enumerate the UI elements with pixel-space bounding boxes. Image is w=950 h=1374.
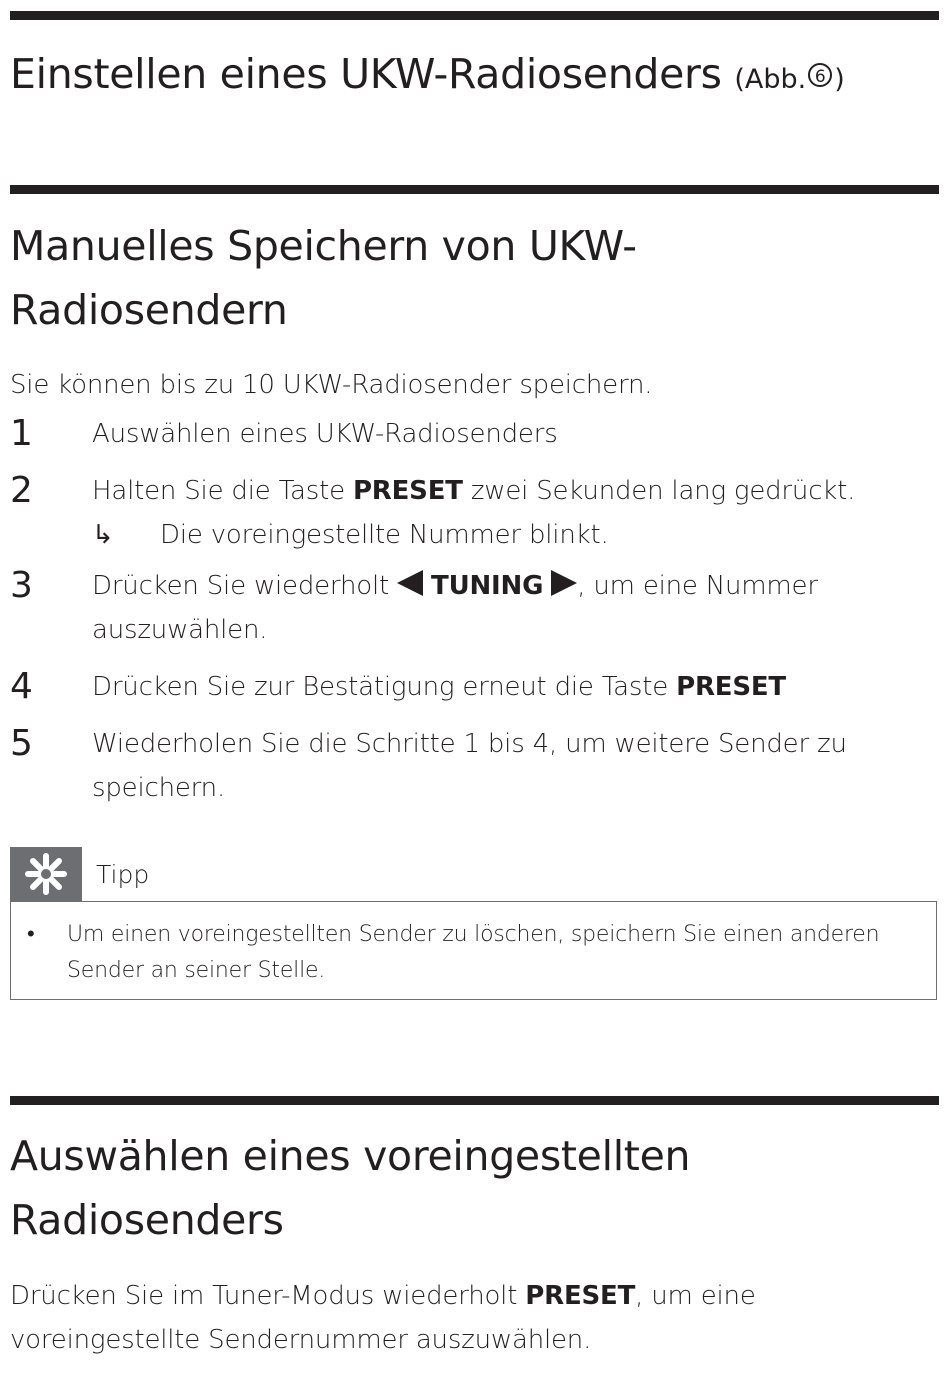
step-number: 1 bbox=[10, 413, 33, 454]
step-1 bbox=[10, 412, 910, 456]
step-text-after: zwei Sekunden lang gedrückt. bbox=[462, 476, 856, 506]
title-text: Einstellen eines UKW-Radiosenders bbox=[10, 50, 722, 98]
figure-ref-prefix: (Abb. bbox=[734, 64, 807, 95]
title-line-1: Auswählen eines voreingestellten bbox=[10, 1132, 691, 1180]
result-text: Die voreingestellte Nummer blinkt. bbox=[160, 520, 609, 550]
tip-list bbox=[27, 917, 907, 989]
intro-paragraph: Sie können bis zu 10 UKW-Radiosender speichern. bbox=[10, 370, 653, 400]
select-preset-paragraph bbox=[10, 1274, 910, 1362]
tip-header bbox=[10, 847, 149, 901]
figure-reference bbox=[734, 64, 844, 95]
step-4 bbox=[10, 665, 910, 709]
step-number: 3 bbox=[10, 565, 33, 606]
asterisk-icon-graphic bbox=[24, 852, 68, 896]
figure-ref-suffix: ) bbox=[834, 64, 845, 95]
paragraph-text-before: Drücken Sie im Tuner-Modus wiederholt bbox=[10, 1281, 526, 1311]
section-rule-top bbox=[10, 11, 939, 20]
tip-box bbox=[10, 901, 937, 1000]
steps-list bbox=[10, 412, 910, 823]
step-3 bbox=[10, 564, 910, 652]
step-number: 2 bbox=[10, 470, 33, 511]
title-line-2: Radiosendern bbox=[10, 286, 288, 334]
tuning-key-label: TUNING bbox=[431, 571, 544, 601]
section-title-manual-store bbox=[10, 214, 637, 342]
section-rule-manual bbox=[10, 185, 939, 194]
step-text: Auswählen eines UKW-Radiosenders bbox=[92, 419, 558, 449]
bullet-icon: • bbox=[27, 922, 35, 947]
section-title-select-preset bbox=[10, 1124, 690, 1252]
title-line-1: Manuelles Speichern von UKW- bbox=[10, 222, 637, 270]
triangle-left-icon bbox=[397, 570, 423, 596]
step-2 bbox=[10, 469, 910, 557]
step-text-before: Halten Sie die Taste bbox=[92, 476, 353, 506]
step-text-before: Drücken Sie wiederholt bbox=[92, 571, 398, 601]
tip-item bbox=[27, 917, 907, 989]
section-rule-select bbox=[10, 1096, 939, 1105]
result-arrow-icon: ↳ bbox=[92, 520, 114, 550]
paragraph-text-after: , um eine voreingestellte Sendernummer auszuwählen. bbox=[10, 1281, 756, 1355]
tip-text: Um einen voreingestellten Sender zu löschen, speichern Sie einen anderen Sender an seiner Stelle. bbox=[67, 922, 880, 983]
step-text-after: , um eine Nummer auszuwählen. bbox=[92, 571, 818, 645]
tip-label: Tipp bbox=[96, 859, 150, 889]
section-title-tuning bbox=[10, 42, 845, 112]
preset-key-label: PRESET bbox=[352, 476, 463, 506]
step-text-before: Drücken Sie zur Bestätigung erneut die Taste bbox=[92, 672, 677, 702]
step-number: 5 bbox=[10, 723, 33, 764]
step-5 bbox=[10, 722, 910, 810]
asterisk-icon bbox=[10, 847, 82, 901]
step-result bbox=[92, 513, 910, 557]
preset-key-label: PRESET bbox=[676, 672, 786, 702]
preset-key-label: PRESET bbox=[525, 1281, 636, 1311]
triangle-right-icon bbox=[551, 570, 577, 596]
step-text: Wiederholen Sie die Schritte 1 bis 4, um weitere Sender zu speichern. bbox=[92, 729, 847, 803]
title-line-2: Radiosenders bbox=[10, 1196, 284, 1244]
step-number: 4 bbox=[10, 666, 33, 707]
figure-number-badge: 6 bbox=[808, 63, 832, 87]
